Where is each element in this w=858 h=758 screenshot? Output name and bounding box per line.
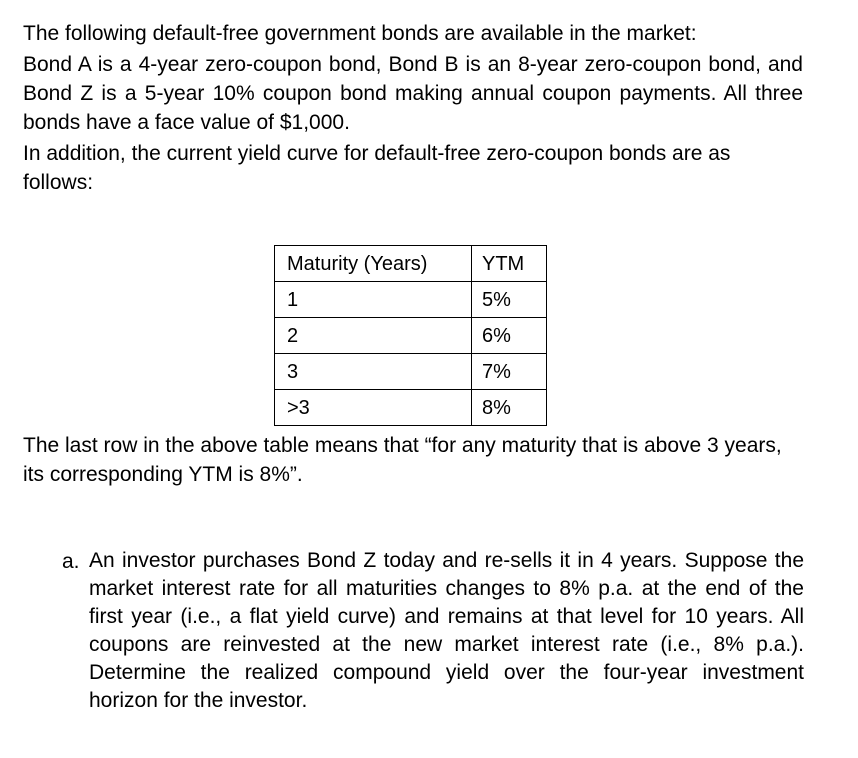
table-row (275, 354, 547, 390)
ytm-cell: 8% (472, 390, 547, 426)
table-row (275, 390, 547, 426)
table-note-text: The last row in the above table means that “for any maturity that is above 3 years, its corresponding YTM is 8%”. (23, 434, 782, 486)
intro-section (23, 19, 803, 197)
bond-description: Bond A is a 4-year zero-coupon bond, Bond B is an 8-year zero-coupon bond, and Bond Z is a 5-year 10% coupon bond making annual coupon payments. All three bonds have a face value of $1,000. (23, 53, 803, 134)
maturity-cell: 1 (275, 282, 472, 318)
header-maturity: Maturity (Years) (275, 246, 472, 282)
maturity-cell: 2 (275, 318, 472, 354)
question-text: An investor purchases Bond Z today and re-sells it in 4 years. Suppose the market interest rate for all maturities changes to 8% p.a. at the end of the first year (i.e., a flat yield curve) and remains at that level for 10 years. All coupons are reinvested at the new market interest rate (i.e., 8% p.a.). Determine the realized compound yield over the four-year investment horizon for the investor. (89, 549, 804, 712)
intro-line: The following default-free government bonds are available in the market: (23, 22, 697, 45)
table-row (275, 318, 547, 354)
table-row (275, 282, 547, 318)
maturity-cell: >3 (275, 390, 472, 426)
table-header-row (275, 246, 547, 282)
header-ytm: YTM (472, 246, 547, 282)
yield-curve-table (274, 245, 547, 426)
ytm-cell: 7% (472, 354, 547, 390)
ytm-cell: 6% (472, 318, 547, 354)
table-note (23, 431, 803, 489)
question-marker: a. (62, 550, 80, 573)
yield-curve-intro: In addition, the current yield curve for default-free zero-coupon bonds are as follows: (23, 142, 731, 194)
ytm-cell: 5% (472, 282, 547, 318)
maturity-cell: 3 (275, 354, 472, 390)
question-a (62, 547, 804, 715)
